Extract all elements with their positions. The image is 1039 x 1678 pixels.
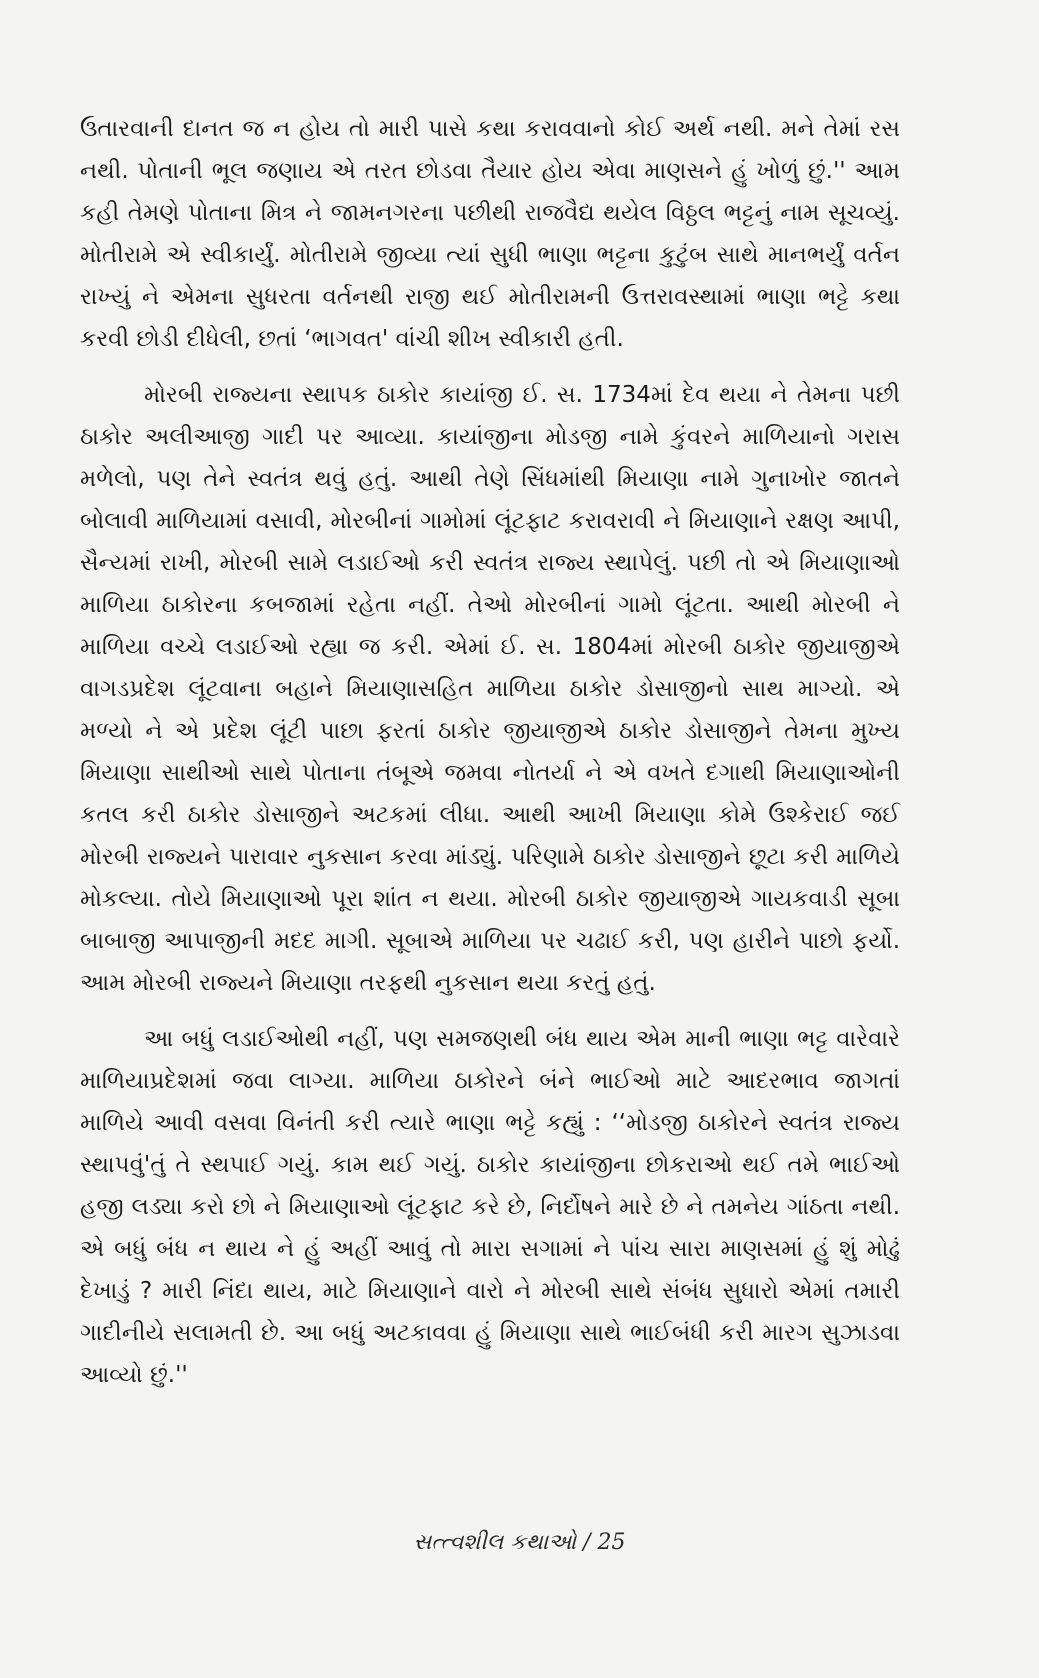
paragraph-morbi-history: મોરબી રાજ્યના સ્થાપક ઠાકોર કાયાંજી ઈ. સ. 1734માં દેવ થયા ને તેમના પછી ઠાકોર અલીઆજી ગાદી પર આવ્યા. કાયાંજીના મોડજી નામે કુંવરને માળિયાનો ગરાસ મળેલો, પણ તેને સ્વતંત્ર થવું હતું. આથી તેણે સિંધમાંથી મિયાણા નામે ગુનાખોર જાતને બોલાવી માળિયામાં વસાવી, મોરબીનાં ગામોમાં લૂંટફાટ કરાવરાવી ને મિયાણાને રક્ષણ આપી, સૈન્યમાં રાખી, મોરબી સામે લડાઈઓ કરી સ્વતંત્ર રાજ્ય સ્થાપેલું. પછી તો એ મિયાણાઓ માળિયા ઠાકોરના કબજામાં રહેતા નહીં. તેઓ મોરબીનાં ગામો લૂંટતા. આથી મોરબી ને માળિયા વચ્ચે લડાઈઓ રહ્યા જ કરી. એમાં ઈ. સ. 1804માં મોરબી ઠાકોર જીયાજીએ વાગડપ્રદેશ લૂંટવાના બહાને મિયાણાસહિત માળિયા ઠાકોર ડોસાજીનો સાથ માગ્યો. એ મળ્યો ને એ પ્રદેશ લૂંટી પાછા ફરતાં ઠાકોર જીયાજીએ ઠાકોર ડોસાજીને તેમના મુખ્ય મિયાણા સાથીઓ સાથે પોતાના તંબૂએ જમવા નોતર્યા ને એ વખતે દગાથી મિયાણાઓની કતલ કરી ઠાકોર ડોસાજીને અટકમાં લીધા. આથી આખી મિયાણા કોમે ઉશ્કેરાઈ જઈ મોરબી રાજ્યને પારાવાર નુકસાન કરવા માંડ્યું. પરિણામે ઠાકોર ડોસાજીને છૂટા કરી માળિયે મોકલ્યા. તોયે મિયાણાઓ પૂરા શાંત ન થયા. મોરબી ઠાકોર જીયાજીએ ગાયકવાડી સૂબા બાબાજી આપાજીની મદદ માગી. સૂબાએ માળિયા પર ચઢાઈ કરી, પણ હારીને પાછો ફર્યો. આમ મોરબી રાજ્યને મિયાણા તરફથી નુકસાન થયા કરતું હતું. — [80, 382, 900, 996]
paragraph-bhana-bhatt: આ બધું લડાઈઓથી નહીં, પણ સમજણથી બંધ થાય એમ માની ભાણા ભટ્ટ વારેવારે માળિયાપ્રદેશમાં જવા લાગ્યા. માળિયા ઠાકોરને બંને ભાઈઓ માટે આદરભાવ જાગતાં માળિયે આવી વસવા વિનંતી કરી ત્યારે ભાણા ભટ્ટે કહ્યું : ‘‘મોડજી ઠાકોરને સ્વતંત્ર રાજ્ય સ્થાપવું'તું તે સ્થપાઈ ગયું. કામ થઈ ગયું. ઠાકોર કાયાંજીના છોકરાઓ થઈ તમે ભાઈઓ હજી લડ્યા કરો છો ને મિયાણાઓ લૂંટફાટ કરે છે, નિર્દોષને મારે છે ને તમનેય ગાંઠતા નથી. એ બધું બંધ ન થાય ને હું અહીં આવું તો મારા સગામાં ને પાંચ સારા માણસમાં હું શું મોઢું દેખાડું ? મારી નિંદા થાય, માટે મિયાણાને વારો ને મોરબી સાથે સંબંધ સુધારો એમાં તમારી ગાદીનીયે સલામતી છે. આ બધું અટકાવવા હું મિયાણા સાથે ભાઈબંધી કરી મારગ સુઝાડવા આવ્યો છું.'' — [80, 1026, 900, 1388]
body-text — [80, 108, 900, 1410]
paragraph-continuation: ઉતારવાની દાનત જ ન હોય તો મારી પાસે કથા કરાવવાનો કોઈ અર્થ નથી. મને તેમાં રસ નથી. પોતાની ભૂલ જણાય એ તરત છોડવા તૈયાર હોય એવા માણસને હું ખોળું છું.'' આમ કહી તેમણે પોતાના મિત્ર ને જામનગરના પછીથી રાજવૈદ્ય થયેલ વિઠ્ઠલ ભટ્ટનું નામ સૂચવ્યું. મોતીરામે એ સ્વીકાર્યું. મોતીરામે જીવ્યા ત્યાં સુધી ભાણા ભટ્ટના કુટુંબ સાથે માનભર્યું વર્તન રાખ્યું ને એમના સુધરતા વર્તનથી રાજી થઈ મોતીરામની ઉત્તરાવસ્થામાં ભાણા ભટ્ટે કથા કરવી છોડી દીધેલી, છતાં ‘ભાગવત' વાંચી શીખ સ્વીકારી હતી. — [80, 116, 900, 352]
page-footer: સત્ત્વશીલ કથાઓ / 25 — [413, 1530, 626, 1555]
